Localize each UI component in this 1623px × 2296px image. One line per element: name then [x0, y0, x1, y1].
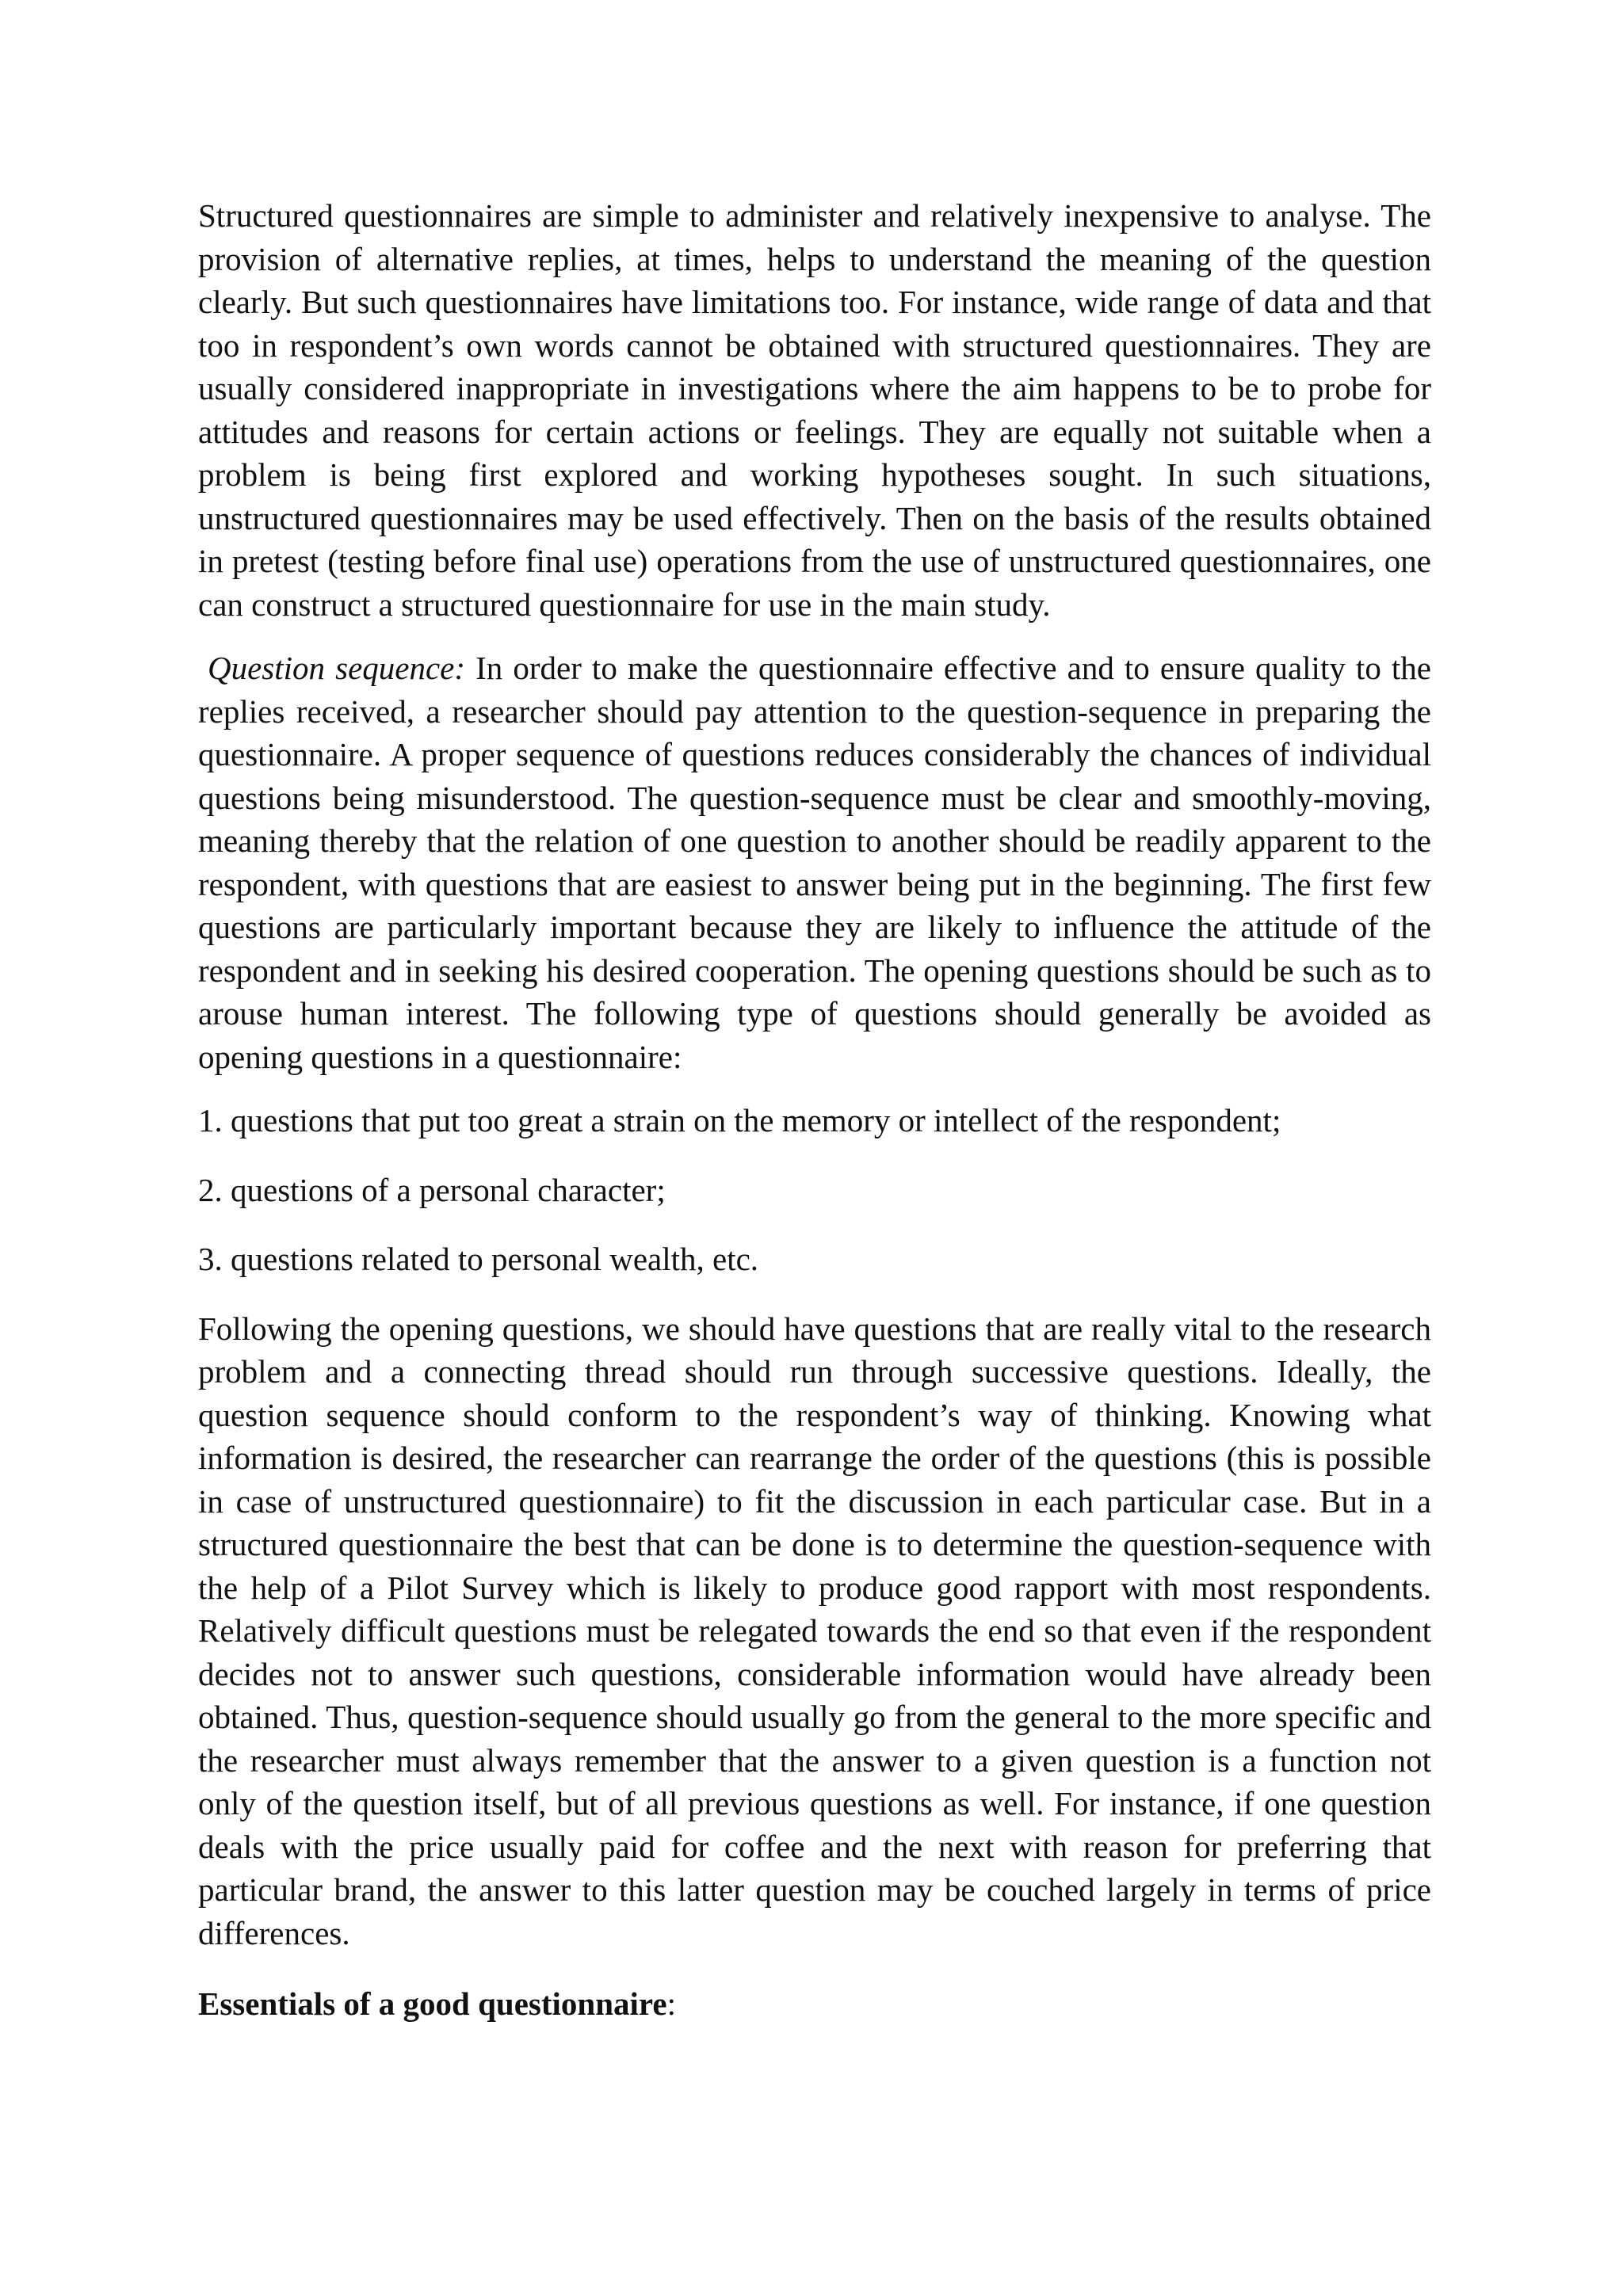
paragraph-question-sequence — [198, 646, 1431, 1078]
section-heading — [198, 1982, 1431, 2026]
paragraph-structured-questionnaires: Structured questionnaires are simple to administer and relatively inexpensive to analyse. The provision of alternative replies, at times, helps to understand the meaning of the question clearly. But such questionnaires have limitations too. For instance, wide range of data and that too in respondent’s own words cannot be obtained with structured questionnaires. They are usually considered inappropriate in investigations where the aim happens to be to probe for attitudes and reasons for certain actions or feelings. They are equally not suitable when a problem is being first explored and working hypotheses sought. In such situations, unstructured questionnaires may be used effectively. Then on the basis of the results obtained in pretest (testing before final use) operations from the use of unstructured questionnaires, one can construct a structured questionnaire for use in the main study. — [198, 197, 1431, 623]
list-item-3: 3. questions related to personal wealth, etc. — [198, 1241, 759, 1277]
list-item-1: 1. questions that put too great a strain on the memory or intellect of the respondent; — [198, 1102, 1281, 1138]
section-heading-text: Essentials of a good questionnaire — [198, 1985, 667, 2022]
question-sequence-lead: Question sequence: — [208, 650, 466, 686]
question-sequence-text: In order to make the questionnaire effective and to ensure quality to the replies received, a researcher should pay attention to the question-sequence in preparing the questionnaire. A proper sequence of questions reduces considerably the chances of individual questions being misunderstood. The question-sequence must be clear and smoothly-moving, meaning thereby that the relation of one question to another should be readily apparent to the respondent, with questions that are easiest to answer being put in the beginning. The first few questions are particularly important because they are likely to influence the attitude of the respondent and in seeking his desired cooperation. The opening questions should be such as to arouse human interest. The following type of questions should generally be avoided as opening questions in a questionnaire: — [198, 650, 1431, 1075]
list-item-2: 2. questions of a personal character; — [198, 1171, 666, 1208]
paragraph-following-opening-questions: Following the opening questions, we should have questions that are really vital to the research problem and a connecting thread should run through successive questions. Ideally, the question sequence should conform to the respondent’s way of thinking. Knowing what information is desired, the researcher can rearrange the order of the questions (this is possible in case of unstructured questionnaire) to fit the discussion in each particular case. But in a structured questionnaire the best that can be done is to determine the question-sequence with the help of a Pilot Survey which is likely to produce good rapport with most respondents. Relatively difficult questions must be relegated towards the end so that even if the respondent decides not to answer such questions, considerable information would have already been obtained. Thus, question-sequence should usually go from the general to the more specific and the researcher must always remember that the answer to a given question is a function not only of the question itself, but of all previous questions as well. For instance, if one question deals with the price usually paid for coffee and the next with reason for preferring that particular brand, the answer to this latter question may be couched largely in terms of price differences. — [198, 1310, 1431, 1951]
page-content — [198, 194, 1431, 2026]
section-heading-colon: : — [666, 1985, 676, 2022]
